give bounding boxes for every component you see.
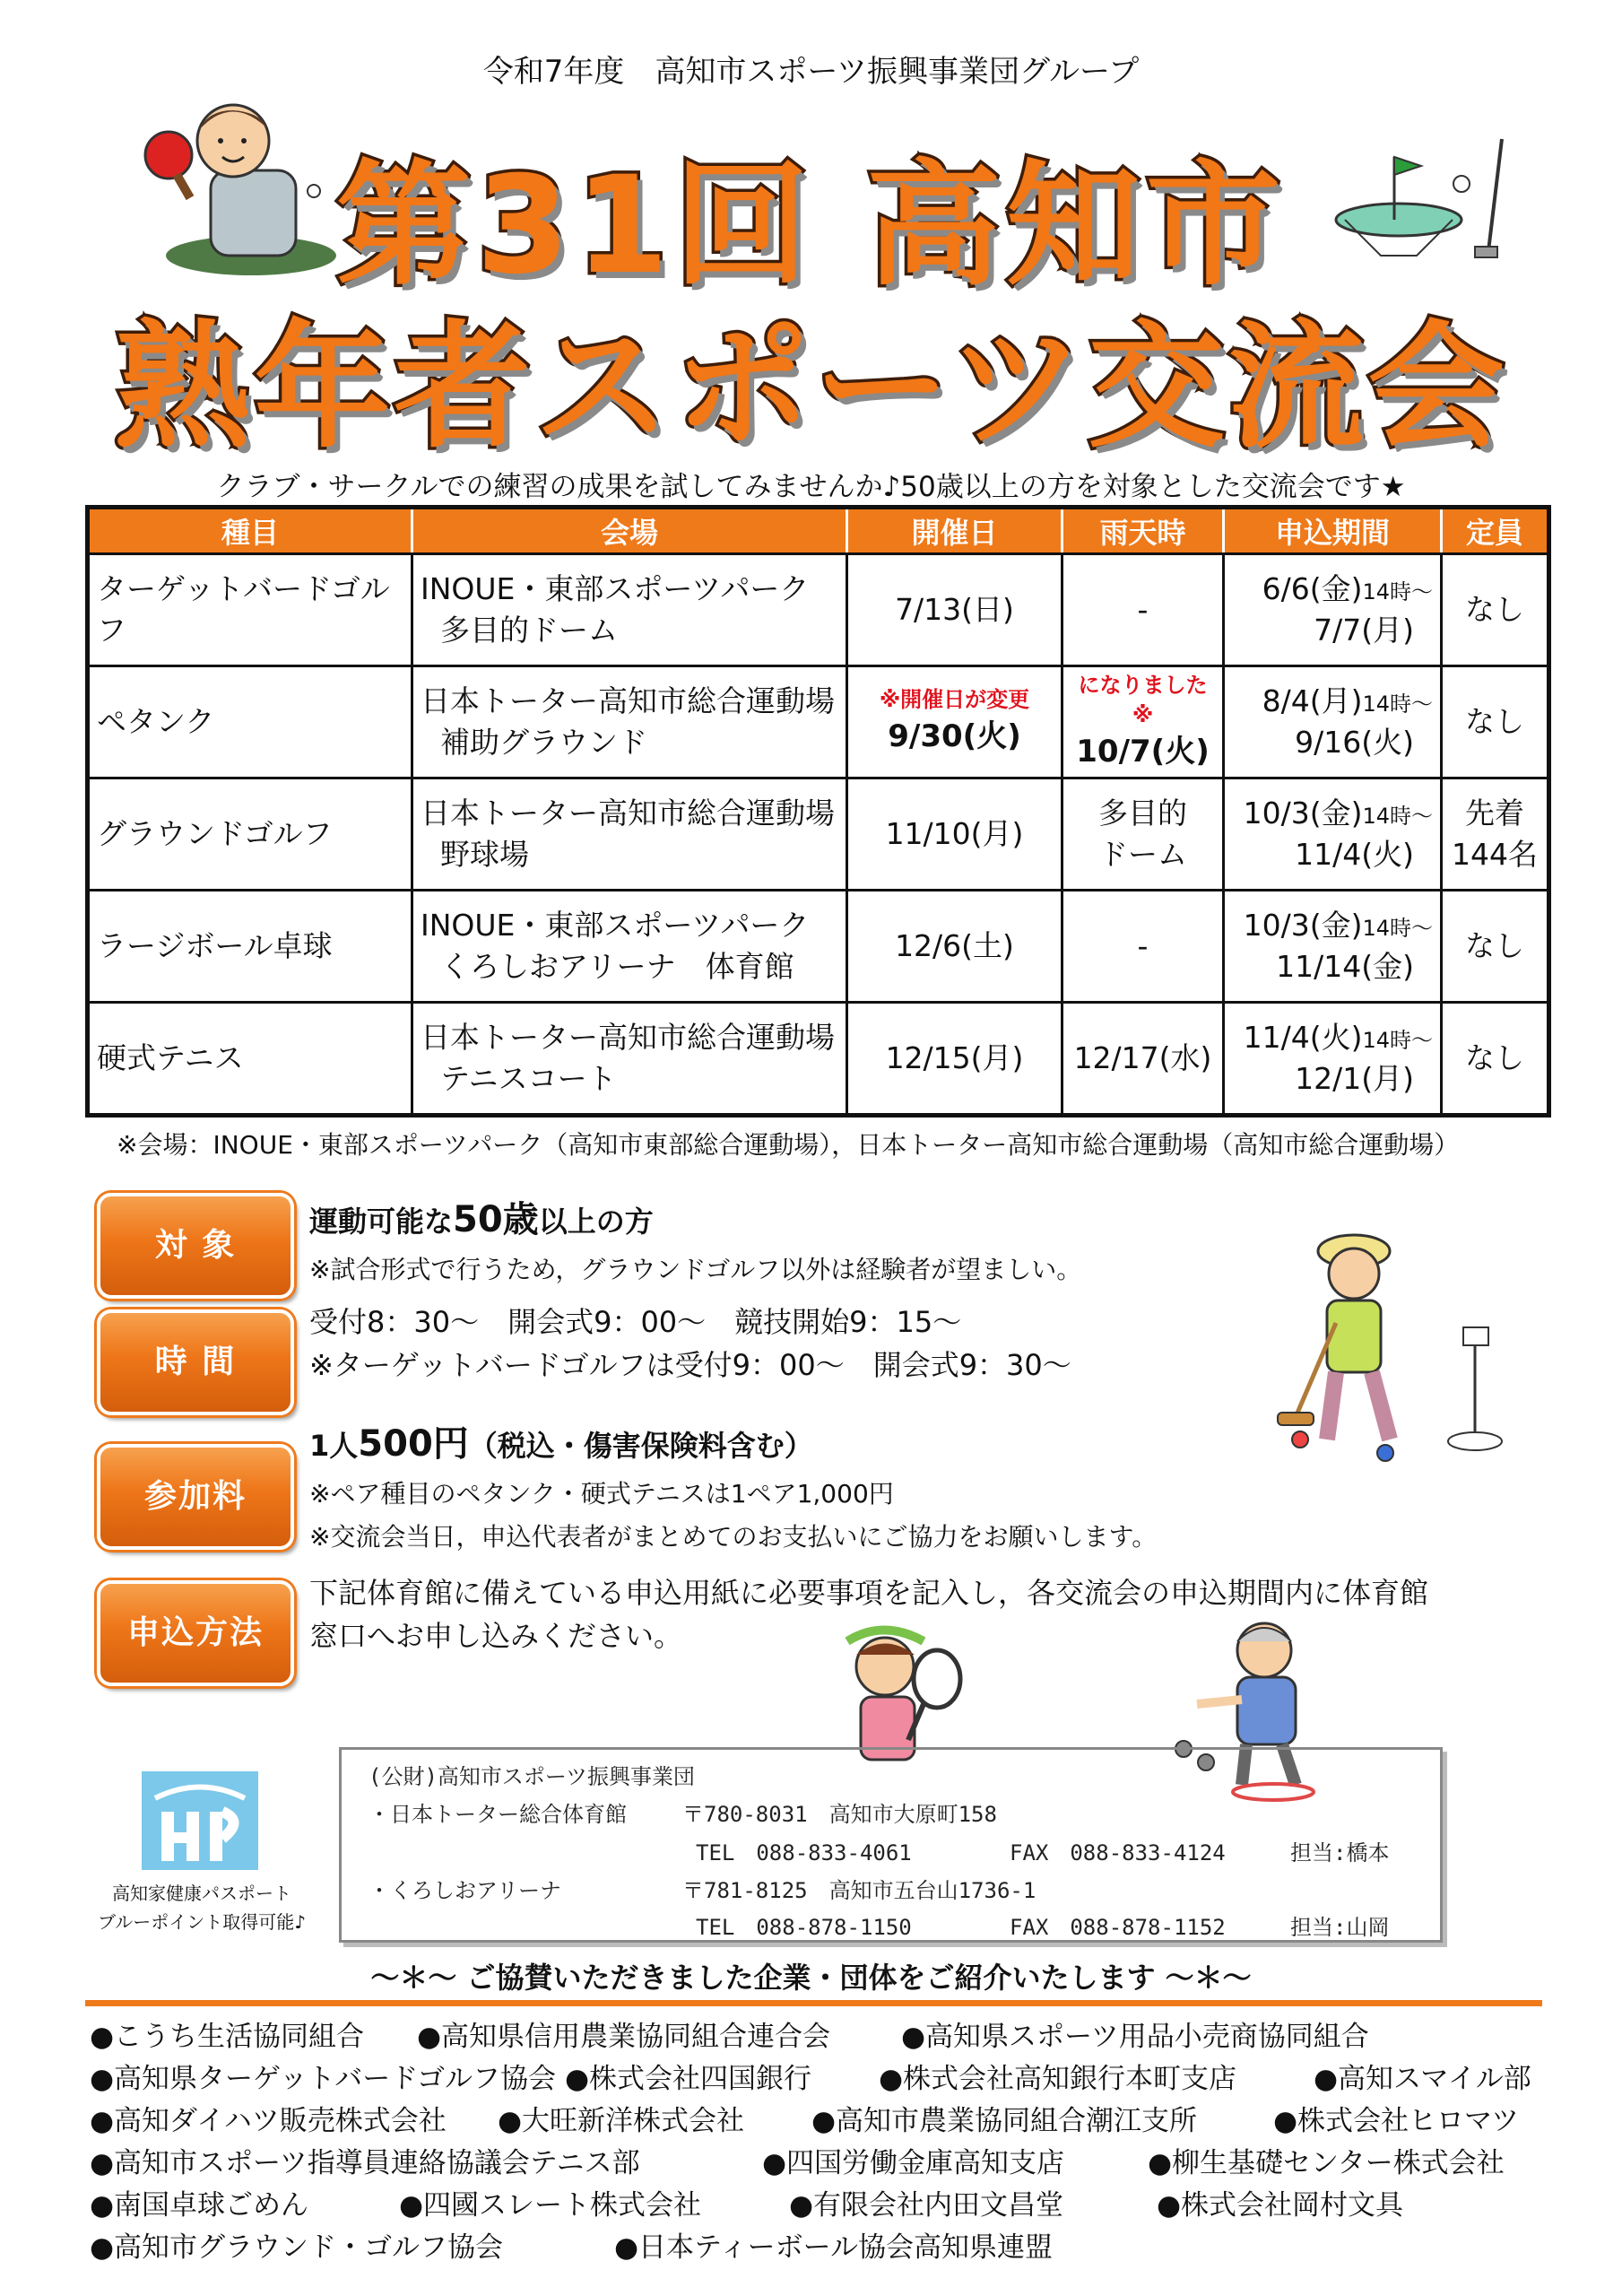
sponsor-item: ●株式会社岡村文具 [1157,2189,1404,2222]
sponsors-heading: ～＊～ ご協賛いただきました企業・団体をご紹介いたします ～＊～ [370,1961,1252,1995]
contact-venue1-staff: 担当:橋本 [1290,1840,1390,1866]
sponsor-item: ●株式会社高知銀行本町支店 [879,2063,1237,2095]
sponsor-item: ●南国卓球ごめん [90,2189,309,2222]
sponsor-item: ●高知県信用農業協同組合連合会 [417,2021,831,2053]
apply-period: 11/4(火)14時～ 12/1(月) [1224,1003,1442,1116]
contact-venue1-fax: FAX 088-833-4124 [1010,1840,1226,1866]
table-header-row [88,508,1549,554]
contact-venue2-fax: FAX 088-878-1152 [1010,1915,1226,1940]
sponsor-item: ●高知市グラウンド・ゴルフ協会 [90,2231,504,2264]
capacity: なし [1442,554,1549,666]
target-label: 対 象 [97,1193,294,1299]
venue-footnote: ※会場：INOUE・東部スポーツパーク（高知市東部総合運動場），日本トーター高知市総合運動場（高知市総合運動場） [117,1130,1460,1160]
sponsor-item: ●大旺新洋株式会社 [498,2105,745,2137]
apply-info: 下記体育館に備えている申込用紙に必要事項を記入し，各交流会の申込期間内に体育館 窓口へお申し込みください。 [309,1576,1429,1653]
contact-org: (公財)高知市スポーツ振興事業団 [369,1764,695,1789]
contact-venue2-tel: TEL 088-878-1150 [696,1915,912,1940]
contact-venue2: ・くろしおアリーナ [369,1878,562,1903]
main-title-line1: 第31回 高知市 [336,148,1286,304]
event-name: ターゲットバードゴルフ [88,554,412,666]
header-event: 種目 [88,508,412,554]
venue: INOUE・東部スポーツパーク くろしおアリーナ 体育館 [412,891,847,1003]
header-period: 申込期間 [1224,508,1442,554]
contact-venue2-address: 〒781-8125 高知市五台山1736-1 [682,1878,1037,1903]
fee-info: 1人500円（税込・傷害保険料含む） ※ペア種目のペタンク・硬式テニスは1ペア1,000円 ※交流会当日，申込代表者がまとめてのお支払いにご協力をお願いします。 [309,1423,1158,1552]
event-date: 11/10(月) [847,778,1063,891]
contact-venue2-staff: 担当:山岡 [1290,1915,1390,1940]
sponsor-item: ●柳生基礎センター株式会社 [1148,2147,1505,2179]
passport-caption: 高知家健康パスポート ブルーポイント取得可能♪ [98,1883,306,1933]
header-capacity: 定員 [1442,508,1549,554]
venue: 日本トーター高知市総合運動場 補助グラウンド [412,666,847,778]
apply-label: 申込方法 [97,1580,294,1686]
sponsor-item: ●日本ティーボール協会高知県連盟 [614,2231,1053,2264]
capacity: なし [1442,666,1549,778]
table-row [88,778,1549,891]
rain-date: になりました※ 10/7(火) [1063,666,1224,778]
contact-venue1-address: 〒780-8031 高知市大原町158 [682,1802,997,1827]
venue: 日本トーター高知市総合運動場 野球場 [412,778,847,891]
contact-box [339,1747,1443,1943]
rain-date: - [1063,554,1224,666]
rain-date: 12/17(水) [1063,1003,1224,1116]
table-row [88,666,1549,778]
event-schedule-table [85,505,1551,1118]
event-name: 硬式テニス [88,1003,412,1116]
date-change-note: ※開催日が変更 [879,687,1030,713]
target-info: 運動可能な50歳以上の方 ※試合形式で行うため，グラウンドゴルフ以外は経験者が望ましい。 [309,1199,1082,1284]
rain-date: 多目的 ドーム [1063,778,1224,891]
sponsor-item: ●高知市農業協同組合潮江支所 [811,2105,1198,2137]
sponsor-item: ●四国労働金庫高知支店 [762,2147,1065,2179]
fee-label: 参加料 [97,1444,294,1550]
apply-period: 10/3(金)14時～ 11/4(火) [1224,778,1442,891]
sponsor-item: ●高知ダイハツ販売株式会社 [90,2105,447,2137]
sponsor-item: ●高知市スポーツ指導員連絡協議会テニス部 [90,2147,640,2179]
apply-period: 6/6(金)14時～ 7/7(月) [1224,554,1442,666]
header-rain: 雨天時 [1063,508,1224,554]
event-name: ペタンク [88,666,412,778]
main-title-line2: 熟年者スポーツ交流会 [114,308,1508,466]
venue: 日本トーター高知市総合運動場 テニスコート [412,1003,847,1116]
table-row [88,891,1549,1003]
sponsor-item: ●高知県ターゲットバードゴルフ協会 [90,2063,556,2095]
sponsors-divider [85,2000,1542,2006]
sponsor-item: ●有限会社内田文昌堂 [789,2189,1064,2222]
contact-venue1: ・日本トーター総合体育館 [369,1802,627,1827]
time-label: 時 間 [97,1309,294,1415]
contact-venue1-tel: TEL 088-833-4061 [696,1840,912,1866]
gateball-illustration [1255,1224,1515,1466]
sponsor-item: ●四國スレート株式会社 [399,2189,702,2222]
venue: INOUE・東部スポーツパーク 多目的ドーム [412,554,847,666]
apply-period: 10/3(金)14時～ 11/14(金) [1224,891,1442,1003]
kochi-health-passport-logo [142,1771,258,1870]
capacity: なし [1442,1003,1549,1116]
header-subtitle: 令和7年度 高知市スポーツ振興事業団グループ [482,54,1140,90]
sponsor-item: ●株式会社四国銀行 [565,2063,812,2095]
intro-text: クラブ・サークルでの練習の成果を試してみませんか♪50歳以上の方を対象とした交流会です★ [216,471,1406,503]
event-date: ※開催日が変更 9/30(火) [847,666,1063,778]
header-venue: 会場 [412,508,847,554]
sponsor-item: ●こうち生活協同組合 [90,2021,365,2053]
capacity: なし [1442,891,1549,1003]
event-date: 12/15(月) [847,1003,1063,1116]
table-row [88,1003,1549,1116]
sponsor-item: ●高知県スポーツ用品小売商協同組合 [901,2021,1369,2053]
sponsor-item: ●株式会社ヒロマツ [1273,2105,1520,2137]
apply-period: 8/4(月)14時～ 9/16(火) [1224,666,1442,778]
event-name: ラージボール卓球 [88,891,412,1003]
capacity: 先着 144名 [1442,778,1549,891]
rain-date: - [1063,891,1224,1003]
header-date: 開催日 [847,508,1063,554]
event-date: 7/13(日) [847,554,1063,666]
event-date: 12/6(土) [847,891,1063,1003]
event-name: グラウンドゴルフ [88,778,412,891]
sponsor-item: ●高知スマイル部 [1314,2063,1531,2095]
table-row [88,554,1549,666]
time-info: 受付8：30～ 開会式9：00～ 競技開始9：15～ ※ターゲットバードゴルフは受付9：00～ 開会式9：30～ [309,1305,1071,1382]
date-change-note-cont: になりました※ [1078,672,1208,728]
